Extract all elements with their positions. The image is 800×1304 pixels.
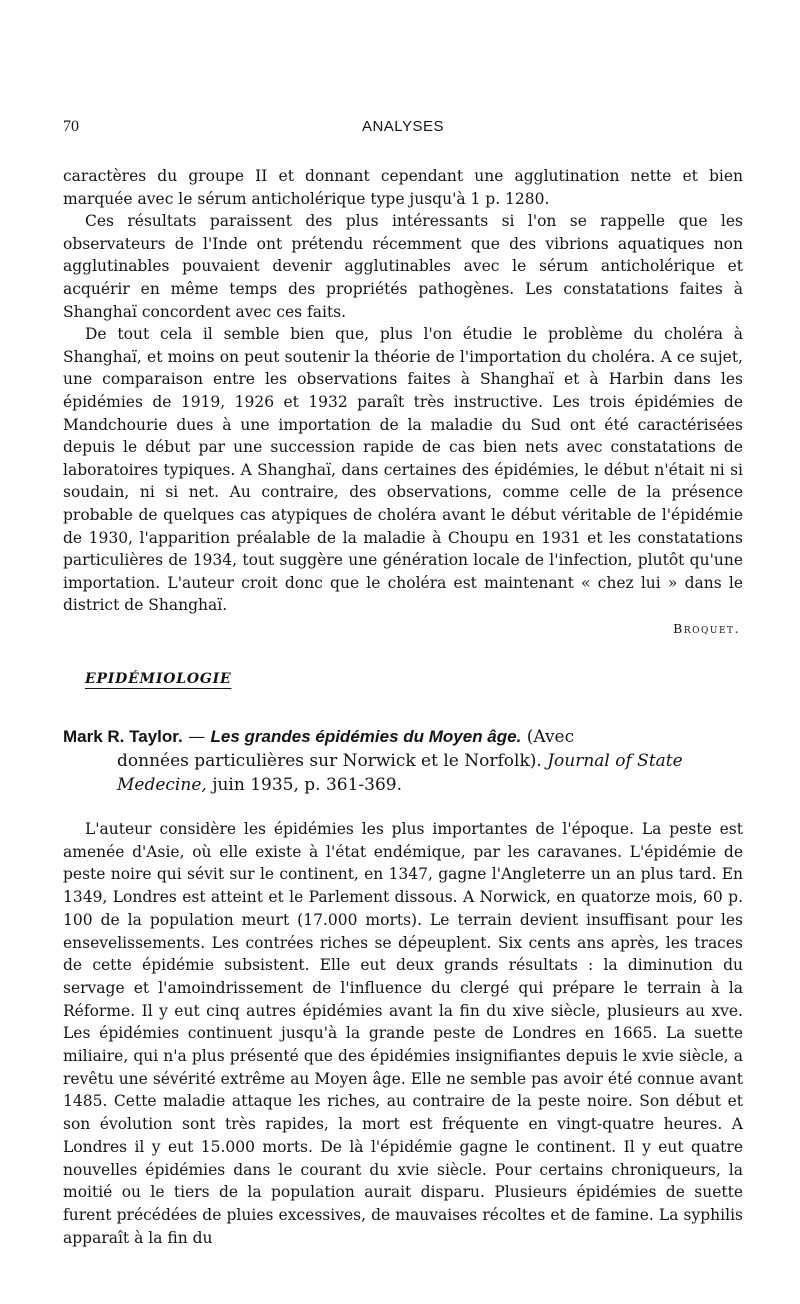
paragraph: Ces résultats paraissent des plus intéressants si l'on se rappelle que les observateurs de l'Inde ont prétendu récemment que des vibrions aquatiques non agglutinables pouvaient devenir agglutinables avec le sérum anticholérique et acquérir en même temps des propriétés pathogènes. Les constatations faites à Shanghaï concordent avec ces faits. [63,212,743,321]
article-citation [63,725,753,797]
citation-journal: Journal of State Medecine, [117,751,683,795]
citation-title: Les grandes épidémies du Moyen âge. [210,727,522,746]
citation-author: Mark R. Taylor. [63,727,183,746]
running-header [63,118,743,142]
citation-subtitle-rest: données particulières sur Norwick et le Norfolk). [117,751,542,771]
paragraph: L'auteur considère les épidémies les plus importantes de l'époque. La peste est amenée d'Asie, où elle existe à l'état endémique, par les caravanes. L'épidémie de peste noire qui sévit sur le continent, en 1347, gagne l'Angleterre un an plus tard. En 1349, Londres est atteint et le Parlement dissous. A Norwick, en quatorze mois, 60 p. 100 de la population meurt (17.000 morts). Le terrain devient insuffisant pour les ensevelissements. Les contrées riches se dépeuplent. Six cents ans après, les traces de cette épidémie subsistent. Elle eut deux grands résultats : la diminution du servage et l'amoindrissement de l'influence du clergé qui prépare le terrain à la Réforme. Il y eut cinq autres épidémies avant la fin du xive siècle, plusieurs au xve. Les épidémies continuent jusqu'à la grande peste de Londres en 1665. La suette miliaire, qui n'a plus présenté que des épidémies insignifiantes depuis le xvie siècle, a revêtu une sévérité extrême au Moyen âge. Elle ne semble pas avoir été connue avant 1485. Cette maladie attaque les riches, au contraire de la peste noire. Son début et son évolution sont très rapides, la mort est fréquente en vingt-quatre heures. A Londres il y eut 15.000 morts. De là l'épidémie gagne le continent. Il y eut quatre nouvelles épidémies dans le courant du xvie siècle. Pour certains chroniqueurs, la moitié ou le tiers de la population aurait disparu. Plusieurs épidémies de suette furent précédées de pluies excessives, de mauvaises récoltes et de famine. La syphilis apparaît à la fin du [63,820,743,1247]
section-heading: EPIDÉMIOLOGIE [85,671,232,687]
page-number: 70 [63,118,79,135]
citation-continuation [63,749,753,797]
running-title: ANALYSES [361,118,445,135]
paragraph: De tout cela il semble bien que, plus l'on étudie le problème du choléra à Shanghaï, et moins on peut soutenir la théorie de l'importation du choléra. A ce sujet, une comparaison entre les observations faites à Shanghaï et à Harbin dans les épidémies de 1919, 1926 et 1932 paraît très instructive. Les trois épidémies de Mandchourie dues à une importation de la maladie du Sud ont été caractérisées depuis le début par une succession rapide de cas bien nets avec constatations de laboratoires typiques. A Shanghaï, dans certaines des épidémies, le début n'était ni si soudain, ni si net. Au contraire, des observations, comme celle de la présence probable de quelques cas atypiques de choléra avant le début véritable de l'épidémie de 1930, l'apparition préalable de la maladie à Choupu en 1931 et les constatations particulières de 1934, tout suggère une génération locale de l'infection, plutôt qu'une importation. L'auteur croit donc que le choléra est maintenant « chez lui » dans le district de Shanghaï. [63,325,743,615]
citation-subtitle-start: (Avec [526,727,575,747]
citation-details: juin 1935, p. 361-369. [212,775,403,795]
author-signature: Broquet. [673,621,740,636]
paragraph: caractères du groupe II et donnant cependant une agglutination nette et bien marquée avec le sérum anticholérique type jusqu'à 1 p. 1280. [63,167,743,208]
first-article-body [63,165,743,617]
second-article-body [63,818,743,1249]
citation-dash: — [188,727,206,747]
